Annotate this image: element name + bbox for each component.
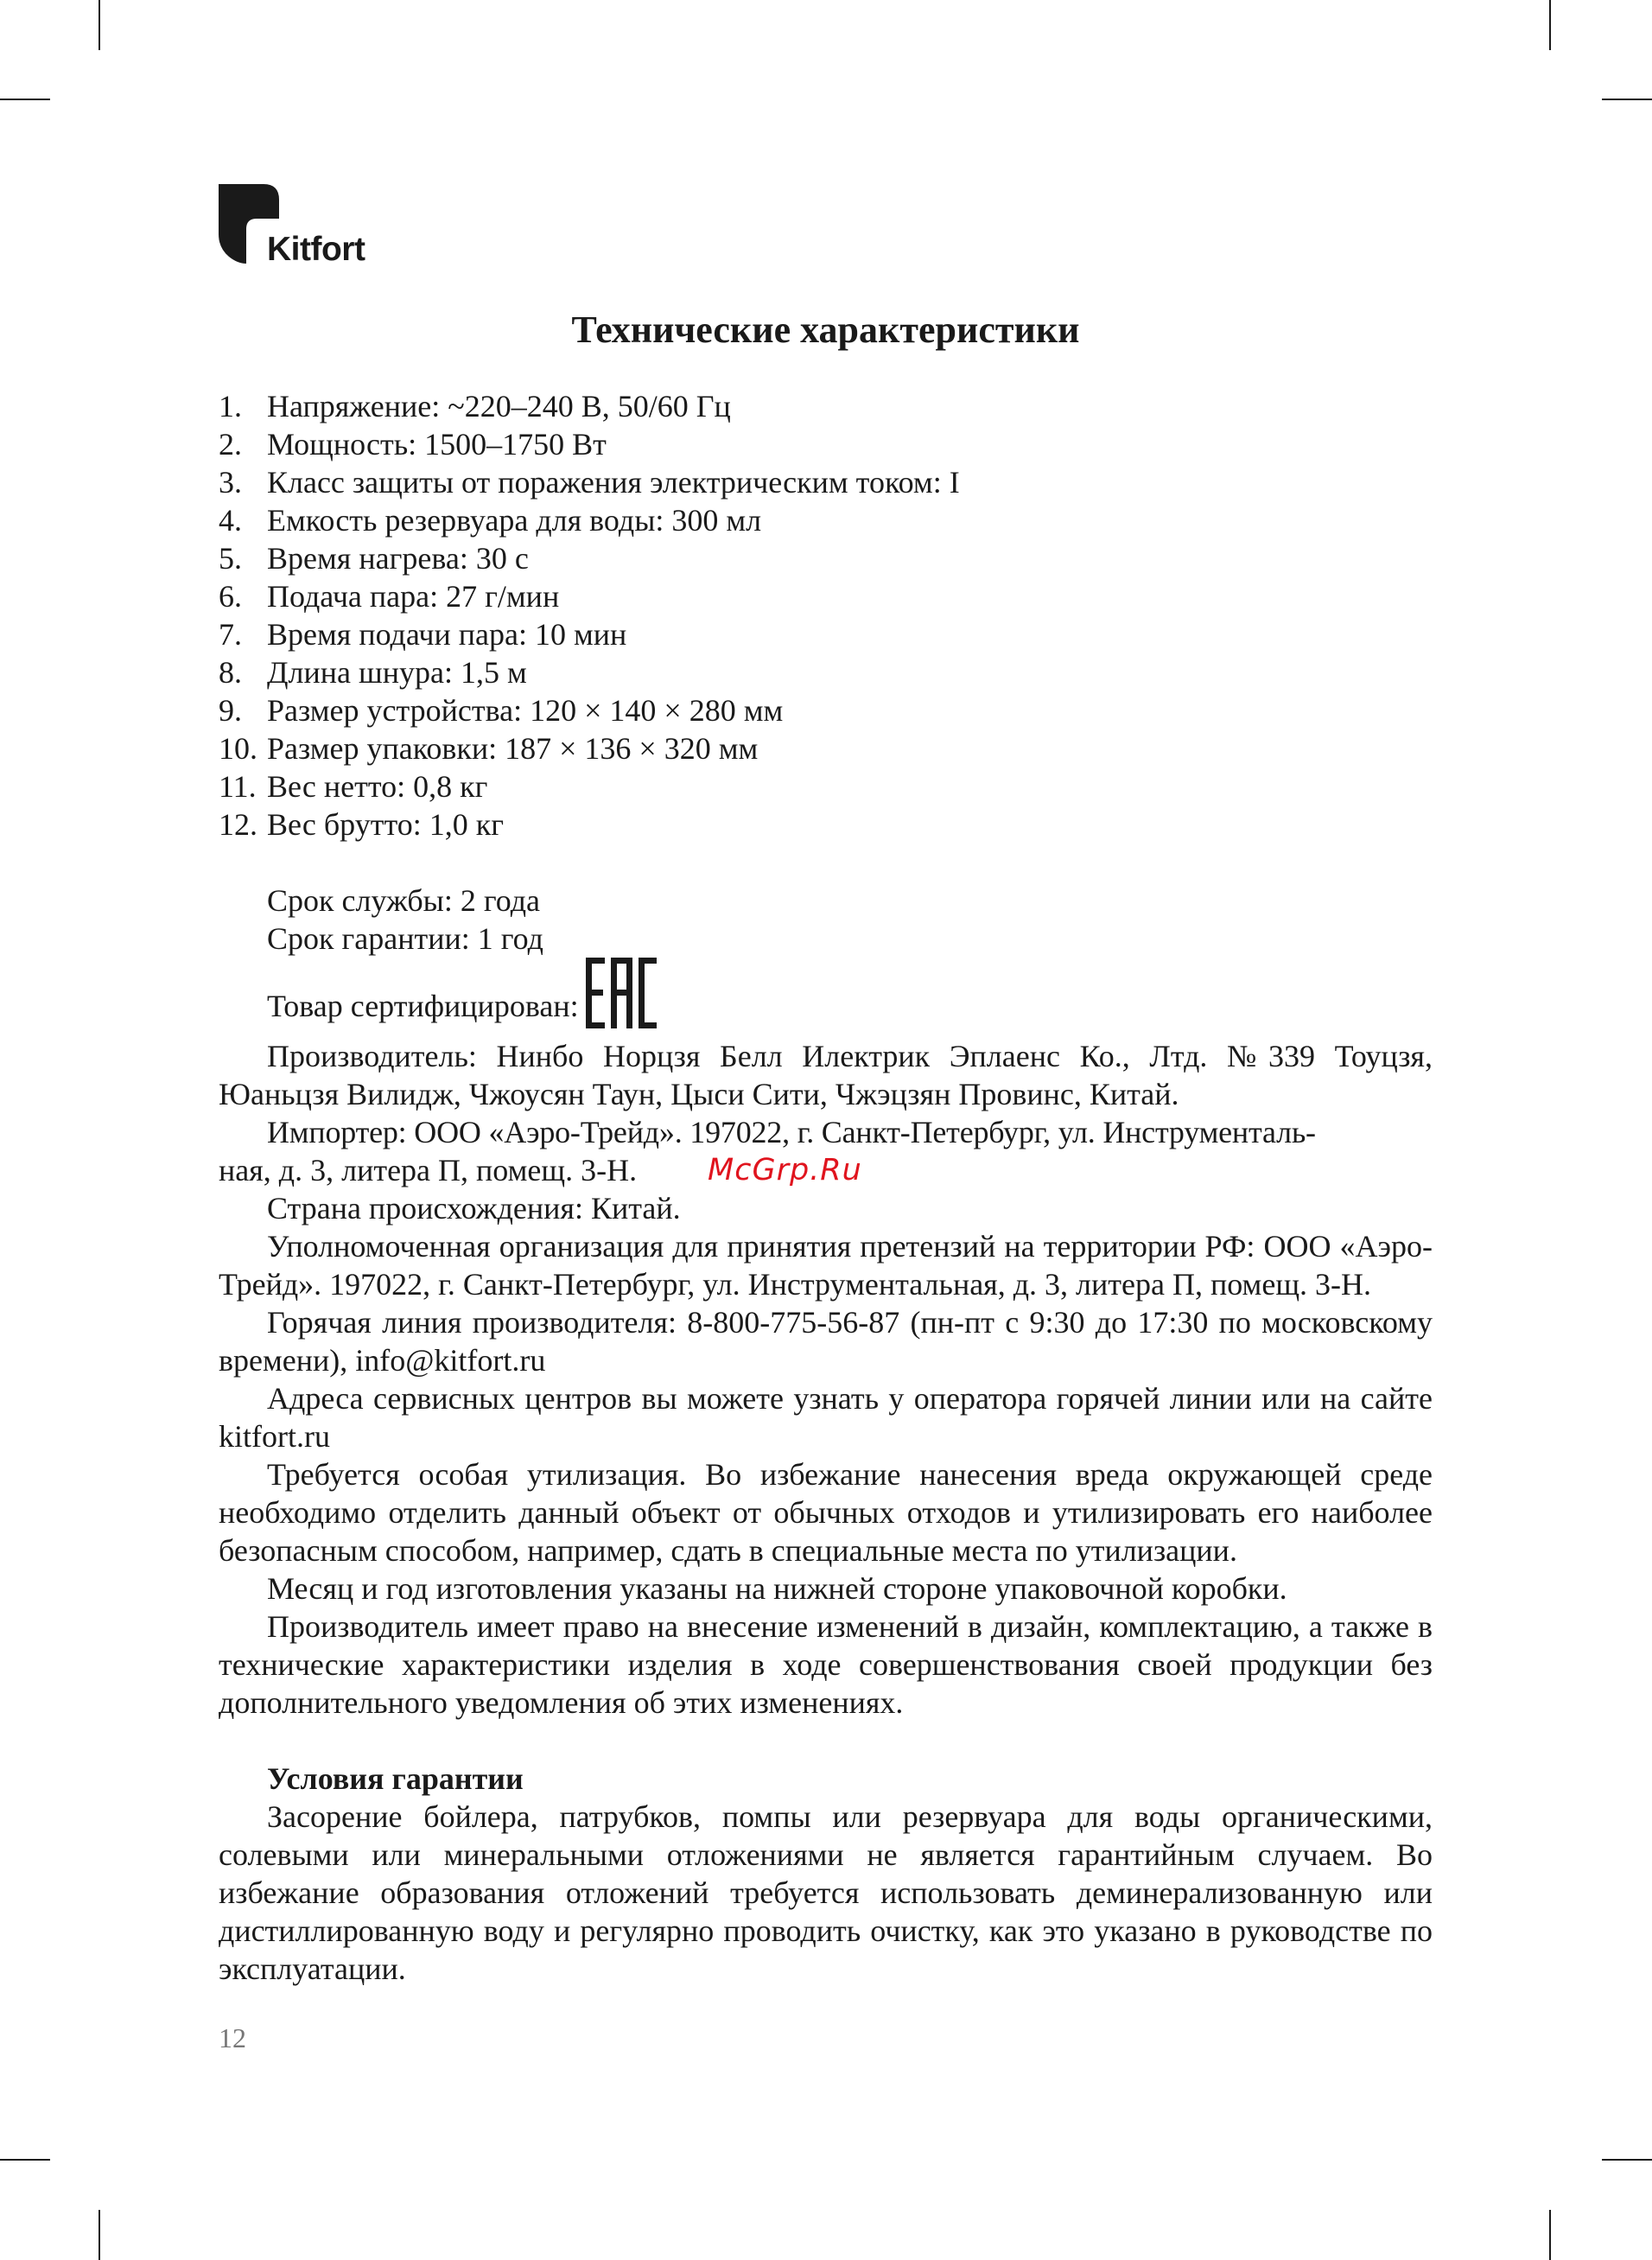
spec-text: Длина шнура: 1,5 м	[267, 655, 527, 690]
spec-number: 11.	[219, 769, 257, 804]
page-number: 12	[219, 2022, 246, 2053]
spec-text: Напряжение: ~220–240 В, 50/60 Гц	[267, 389, 731, 423]
eac-mark-icon	[586, 958, 657, 1028]
spec-number: 4.	[219, 503, 242, 538]
spec-number: 7.	[219, 617, 242, 652]
spec-number: 3.	[219, 465, 242, 500]
watermark: McGrp.Ru	[708, 1153, 862, 1187]
spec-number: 10.	[219, 731, 257, 766]
spec-text: Размер упаковки: 187 × 136 × 320 мм	[267, 731, 759, 766]
spec-number: 2.	[219, 427, 242, 462]
crop-mark	[1602, 99, 1652, 100]
spec-text: Время подачи пара: 10 мин	[267, 617, 627, 652]
spec-text: Вес брутто: 1,0 кг	[267, 807, 504, 842]
crop-mark	[0, 99, 50, 100]
spec-item	[219, 501, 1433, 539]
importer-info-line2: ная, д. 3, литера П, помещ. 3-Н.	[219, 1153, 638, 1187]
eac-mark	[586, 958, 657, 1037]
service-centers-info: Адреса сервисных центров вы можете узнать у оператора горячей линии или на сайте kitfort.ru	[219, 1381, 1433, 1454]
spec-number: 6.	[219, 579, 242, 614]
spec-text: Время нагрева: 30 с	[267, 541, 529, 576]
spec-number: 12.	[219, 807, 257, 842]
spec-item	[219, 387, 1433, 425]
spec-item	[219, 539, 1433, 577]
crop-mark	[1602, 2159, 1652, 2161]
service-life: Срок службы: 2 года	[267, 883, 541, 918]
spec-item	[219, 577, 1433, 615]
spec-item	[219, 463, 1433, 501]
changes-notice: Производитель имеет право на внесение изменений в дизайн, комплектацию, а также в технические характеристики изделия в ходе совершенствования своей продукции без дополнительного уведомления об этих изменениях.	[219, 1609, 1433, 1720]
specs-list	[219, 387, 1433, 844]
spec-text: Размер устройства: 120 × 140 × 280 мм	[267, 693, 784, 728]
crop-mark	[1549, 0, 1551, 50]
crop-mark	[98, 0, 100, 50]
crop-mark	[98, 2210, 100, 2260]
spec-item	[219, 805, 1433, 844]
spec-number: 1.	[219, 389, 242, 423]
crop-mark	[1549, 2210, 1551, 2260]
spec-number: 9.	[219, 693, 242, 728]
origin-country: Страна происхождения: Китай.	[267, 1191, 681, 1225]
authorized-organization: Уполномоченная организация для принятия претензий на территории РФ: ООО «Аэро-Трейд». 197022, г. Санкт-Петербург, ул. Инструментальная, д. 3, литера П, помещ. 3-Н.	[219, 1229, 1433, 1302]
disposal-info: Требуется особая утилизация. Во избежание нанесения вреда окружающей среде необходимо отделить данный объект от обычных отходов и утилизировать его наиболее безопасным способом, например, сдать в специальные места по утилизации.	[219, 1457, 1433, 1568]
manufacture-date-info: Месяц и год изготовления указаны на нижней стороне упаковочной коробки.	[267, 1571, 1287, 1606]
spec-number: 5.	[219, 541, 242, 576]
page-title: Технические характеристики	[571, 309, 1080, 351]
warranty-heading: Условия гарантии	[267, 1761, 524, 1796]
spec-text: Подача пара: 27 г/мин	[267, 579, 560, 614]
certified-label: Товар сертифицирован:	[267, 989, 579, 1023]
kitfort-logo	[219, 184, 391, 271]
document-body	[219, 387, 1433, 1988]
importer-info-line2-row	[219, 1151, 1433, 1189]
warranty-period: Срок гарантии: 1 год	[267, 921, 543, 956]
spec-number: 8.	[219, 655, 242, 690]
spec-item	[219, 425, 1433, 463]
certification-line	[219, 958, 1433, 1037]
spec-text: Вес нетто: 0,8 кг	[267, 769, 488, 804]
spec-text: Мощность: 1500–1750 Вт	[267, 427, 607, 462]
spec-item	[219, 615, 1433, 653]
crop-mark	[0, 2159, 50, 2161]
spec-text: Класс защиты от поражения электрическим током: I	[267, 465, 960, 500]
warranty-text: Засорение бойлера, патрубков, помпы или резервуара для воды органическими, солевыми или минеральными отложениями не является гарантийным случаем. Во избежание образования отложений требуется использовать деминерализованную или дистиллированную воду и регулярно проводить очистку, как это указано в руководстве по эксплуатации.	[219, 1799, 1433, 1986]
hotline-info: Горячая линия производителя: 8-800-775-56-87 (пн-пт с 9:30 до 17:30 по московскому времени), info@kitfort.ru	[219, 1305, 1433, 1378]
spec-text: Емкость резервуара для воды: 300 мл	[267, 503, 762, 538]
logo-text: Kitfort	[267, 231, 365, 268]
importer-info-line1: Импортер: ООО «Аэро-Трейд». 197022, г. Санкт-Петербург, ул. Инструменталь-	[267, 1115, 1316, 1149]
manufacturer-info: Производитель: Нинбо Норцзя Белл Илектрик Эплаенс Ко., Лтд. №339 Тоуцзя, Юаньцзя Вилидж, Чжоусян Таун, Цыси Сити, Чжэцзян Провинс, Китай.	[219, 1039, 1433, 1111]
spec-item	[219, 691, 1433, 729]
spec-item	[219, 653, 1433, 691]
spec-item	[219, 729, 1433, 767]
spec-item	[219, 767, 1433, 805]
